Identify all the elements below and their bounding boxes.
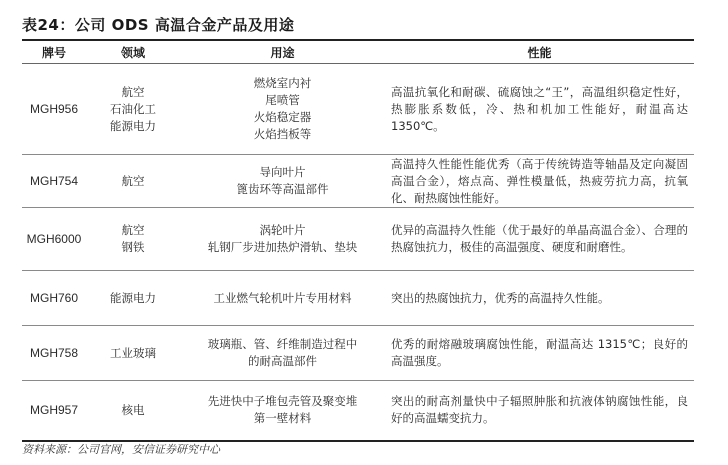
table-row: [22, 326, 694, 381]
use-line: 工业燃气轮机叶片专用材料: [213, 290, 352, 305]
use-cell: [180, 326, 385, 381]
performance-cell: 优异的高温持久性能（优于最好的单晶高温合金）、合理的热腐蚀抗力，极佳的高温强度、硬度和耐磨性。: [385, 208, 694, 271]
field-cell: [86, 208, 180, 271]
table-row: [22, 64, 694, 155]
field-cell: [86, 381, 180, 441]
header-use: 用途: [180, 40, 385, 64]
performance-cell: 高温持久性能性能优秀（高于传统铸造等轴晶及定向凝固高温合金），熔点高、弹性模量低，热疲劳抗力高，抗氧化、耐热腐蚀性能好。: [385, 155, 694, 208]
performance-cell: 高温抗氧化和耐碳、硫腐蚀之“王”，高温组织稳定性好，热膨胀系数低，冷、热和机加工性能好，耐温高达1350℃。: [385, 64, 694, 155]
performance-cell: 突出的耐高剂量快中子辐照肿胀和抗液体钠腐蚀性能，良好的高温蠕变抗力。: [385, 381, 694, 441]
table-row: [22, 381, 694, 441]
field-line: 核电: [121, 402, 145, 417]
field-line: 能源电力: [110, 118, 156, 133]
table-row: [22, 155, 694, 208]
header-brand: 牌号: [22, 40, 86, 64]
performance-cell: 突出的热腐蚀抗力，优秀的高温持久性能。: [385, 271, 694, 326]
use-line: 火焰挡板等: [253, 127, 312, 141]
use-line: 燃烧室内衬: [253, 76, 312, 90]
use-cell: [180, 155, 385, 208]
source-note: 资料来源：公司官网，安信证券研究中心: [22, 443, 220, 456]
table-row: [22, 271, 694, 326]
use-line: 篦齿环等高温部件: [236, 182, 329, 196]
use-cell: [180, 271, 385, 326]
use-cell: [180, 208, 385, 271]
use-cell: [180, 381, 385, 441]
brand-cell: MGH6000: [22, 208, 86, 271]
header-performance: 性能: [385, 40, 694, 64]
table-header-row: [22, 40, 694, 64]
use-line: 轧钢厂步进加热炉滑轨、垫块: [207, 240, 358, 254]
brand-cell: MGH760: [22, 271, 86, 326]
field-line: 航空: [121, 173, 145, 188]
brand-cell: MGH754: [22, 155, 86, 208]
field-cell: [86, 64, 180, 155]
use-line: 第一壁材料: [253, 411, 312, 426]
field-cell: [86, 155, 180, 208]
performance-cell: 优秀的耐熔融玻璃腐蚀性能，耐温高达 1315℃；良好的高温强度。: [385, 326, 694, 381]
field-line: 石油化工: [110, 101, 156, 116]
use-line: 火焰稳定器: [253, 110, 312, 124]
brand-cell: MGH956: [22, 64, 86, 155]
field-cell: [86, 326, 180, 381]
use-line: 涡轮叶片: [259, 223, 306, 237]
header-field: 领域: [86, 40, 180, 64]
brand-cell: MGH957: [22, 381, 86, 441]
field-line: 钢铁: [121, 240, 145, 254]
field-line: 工业玻璃: [110, 345, 156, 360]
product-table: [22, 39, 694, 442]
use-line: 先进快中子堆包壳管及聚变堆: [207, 394, 358, 409]
use-line: 玻璃瓶、管、纤维制造过程中: [207, 337, 358, 351]
use-line: 的耐高温部件: [248, 354, 317, 368]
field-cell: [86, 271, 180, 326]
brand-cell: MGH758: [22, 326, 86, 381]
table-row: [22, 208, 694, 271]
use-cell: [180, 64, 385, 155]
field-line: 航空: [121, 84, 145, 99]
field-line: 航空: [121, 223, 145, 237]
field-line: 能源电力: [110, 290, 156, 305]
use-line: 导向叶片: [259, 165, 306, 179]
use-line: 尾喷管: [265, 93, 300, 107]
table-title: 表24：公司 ODS 高温合金产品及用途: [22, 16, 295, 34]
